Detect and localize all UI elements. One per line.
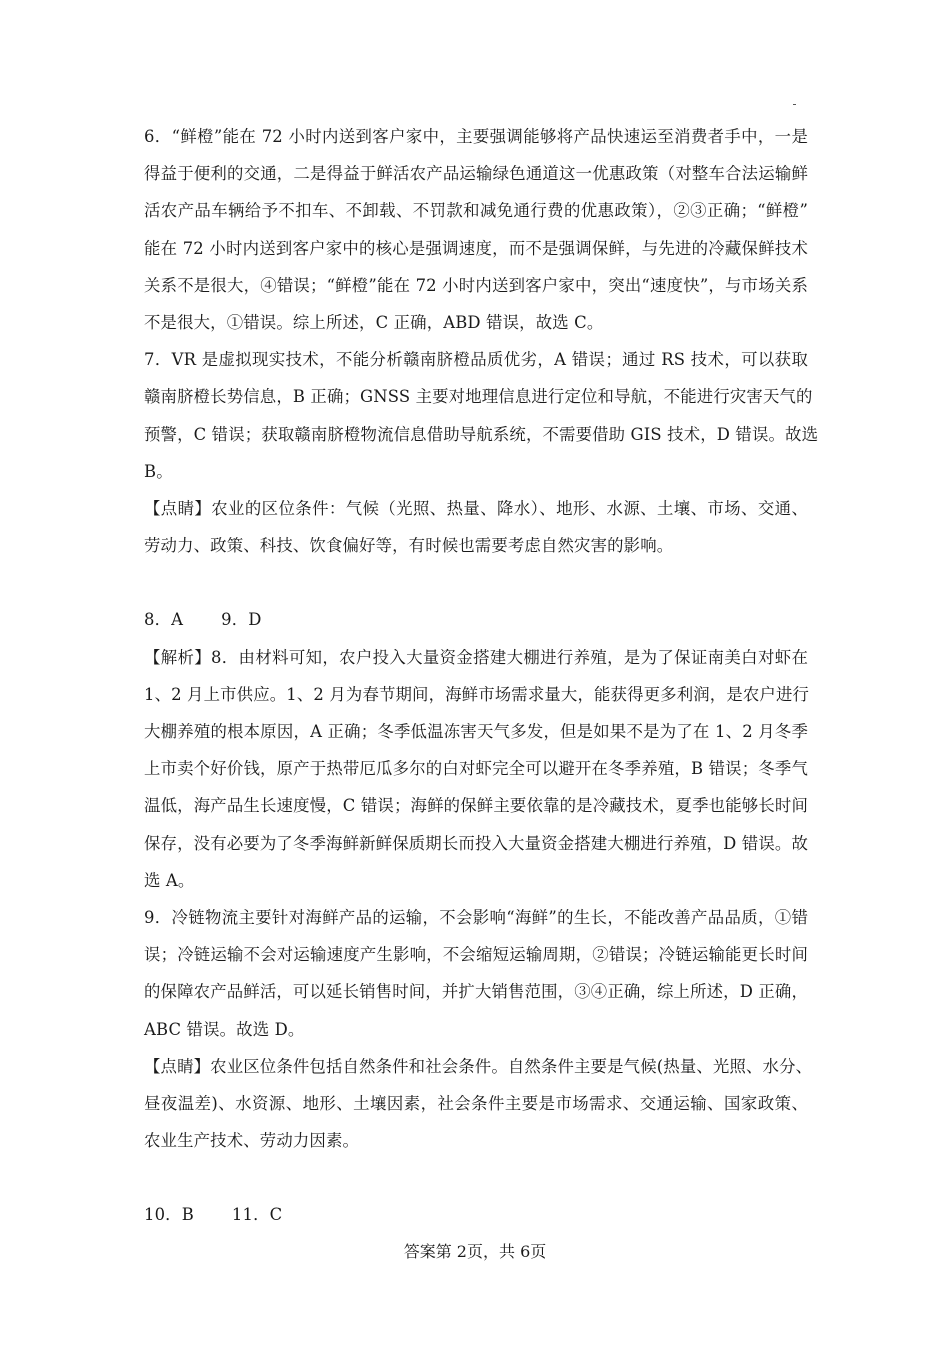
analysis8-line-4: 上市卖个好价钱，原产于热带厄瓜多尔的白对虾完全可以避开在冬季养殖，B 错误；冬季气 <box>144 759 808 779</box>
q7-line-1: 7．VR 是虚拟现实技术，不能分析赣南脐橙品质优劣，A 错误；通过 RS 技术，可以获取 <box>144 350 808 370</box>
q9-line-1: 9．冷链物流主要针对海鲜产品的运输，不会影响“海鲜”的生长，不能改善产品品质，①错 <box>144 907 808 927</box>
q6-line-5: 关系不是很大，④错误；“鲜橙”能在 72 小时内送到客户家中，突出“速度快”，与市场关系 <box>144 275 808 295</box>
tip2-line-1: 【点睛】农业区位条件包括自然条件和社会条件。自然条件主要是气候(热量、光照、水分、 <box>144 1056 813 1076</box>
page-footer: 答案第 2页，共 6页 <box>403 1242 547 1261</box>
answer-8: 8．A <box>144 610 184 630</box>
analysis8-line-1: 【解析】8．由材料可知，农户投入大量资金搭建大棚进行养殖，是为了保证南美白对虾在 <box>144 647 808 667</box>
answer-11: 11．C <box>231 1205 283 1225</box>
analysis-8 <box>144 639 808 899</box>
answer-10: 10．B <box>144 1205 194 1225</box>
tip-block-2 <box>144 1048 813 1160</box>
tip1-line-1: 【点睛】农业的区位条件：气候（光照、热量、降水）、地形、水源、土壤、市场、交通、 <box>144 498 808 518</box>
analysis8-line-5: 温低，海产品生长速度慢，C 错误；海鲜的保鲜主要依靠的是冷藏技术，夏季也能够长时间 <box>144 796 808 816</box>
spacer <box>144 1159 808 1196</box>
q9-line-3: 的保障农产品鲜活，可以延长销售时间，并扩大销售范围，③④正确，综上所述，D 正确， <box>144 982 808 1002</box>
analysis8-line-7: 选 A。 <box>144 870 195 890</box>
q7-line-3: 预警，C 错误；获取赣南脐橙物流信息借助导航系统，不需要借助 GIS 技术，D 错误。故选 <box>144 424 819 444</box>
answer-row-8-9 <box>144 601 808 638</box>
q6-line-1: 6．“鲜橙”能在 72 小时内送到客户家中，主要强调能够将产品快速运至消费者手中，一是 <box>144 127 808 146</box>
scan-mark <box>793 104 796 105</box>
q9-explanation <box>144 899 808 1048</box>
q7-explanation <box>144 341 819 490</box>
answer-content <box>144 118 819 1234</box>
tip2-line-2: 昼夜温差)、水资源、地形、土壤因素，社会条件主要是市场需求、交通运输、国家政策、 <box>144 1093 808 1113</box>
tip1-line-2: 劳动力、政策、科技、饮食偏好等，有时候也需要考虑自然灾害的影响。 <box>144 536 674 556</box>
analysis8-line-2: 1、2 月上市供应。1、2 月为春节期间，海鲜市场需求量大，能获得更多利润，是农户进行 <box>144 684 810 704</box>
q9-line-2: 误；冷链运输不会对运输速度产生影响，不会缩短运输周期，②错误；冷链运输能更长时间 <box>144 945 808 965</box>
spacer <box>144 564 808 601</box>
q6-explanation <box>144 118 808 341</box>
q6-line-2: 得益于便利的交通，二是得益于鲜活农产品运输绿色通道这一优惠政策（对整车合法运输鲜 <box>144 164 808 184</box>
q9-line-4: ABC 错误。故选 D。 <box>144 1019 305 1039</box>
tip-block-1 <box>144 490 808 564</box>
q6-line-3: 活农产品车辆给予不扣车、不卸载、不罚款和减免通行费的优惠政策），②③正确；“鲜橙” <box>144 201 808 221</box>
q6-line-6: 不是很大，①错误。综上所述，C 正确，ABD 错误，故选 C。 <box>144 312 604 332</box>
tip2-line-3: 农业生产技术、劳动力因素。 <box>144 1131 360 1151</box>
q7-line-2: 赣南脐橙长势信息，B 正确；GNSS 主要对地理信息进行定位和导航，不能进行灾害天气的 <box>144 387 813 407</box>
analysis8-line-3: 大棚养殖的根本原因，A 正确；冬季低温冻害天气多发，但是如果不是为了在 1、2 月冬季 <box>144 722 808 741</box>
answer-row-10-11 <box>144 1196 808 1233</box>
q7-line-4: B。 <box>144 461 173 481</box>
analysis8-line-6: 保存，没有必要为了冬季海鲜新鲜保质期长而投入大量资金搭建大棚进行养殖，D 错误。故 <box>144 833 808 853</box>
q6-line-4: 能在 72 小时内送到客户家中的核心是强调速度，而不是强调保鲜，与先进的冷藏保鲜技术 <box>144 238 808 258</box>
answer-9: 9．D <box>221 610 262 630</box>
